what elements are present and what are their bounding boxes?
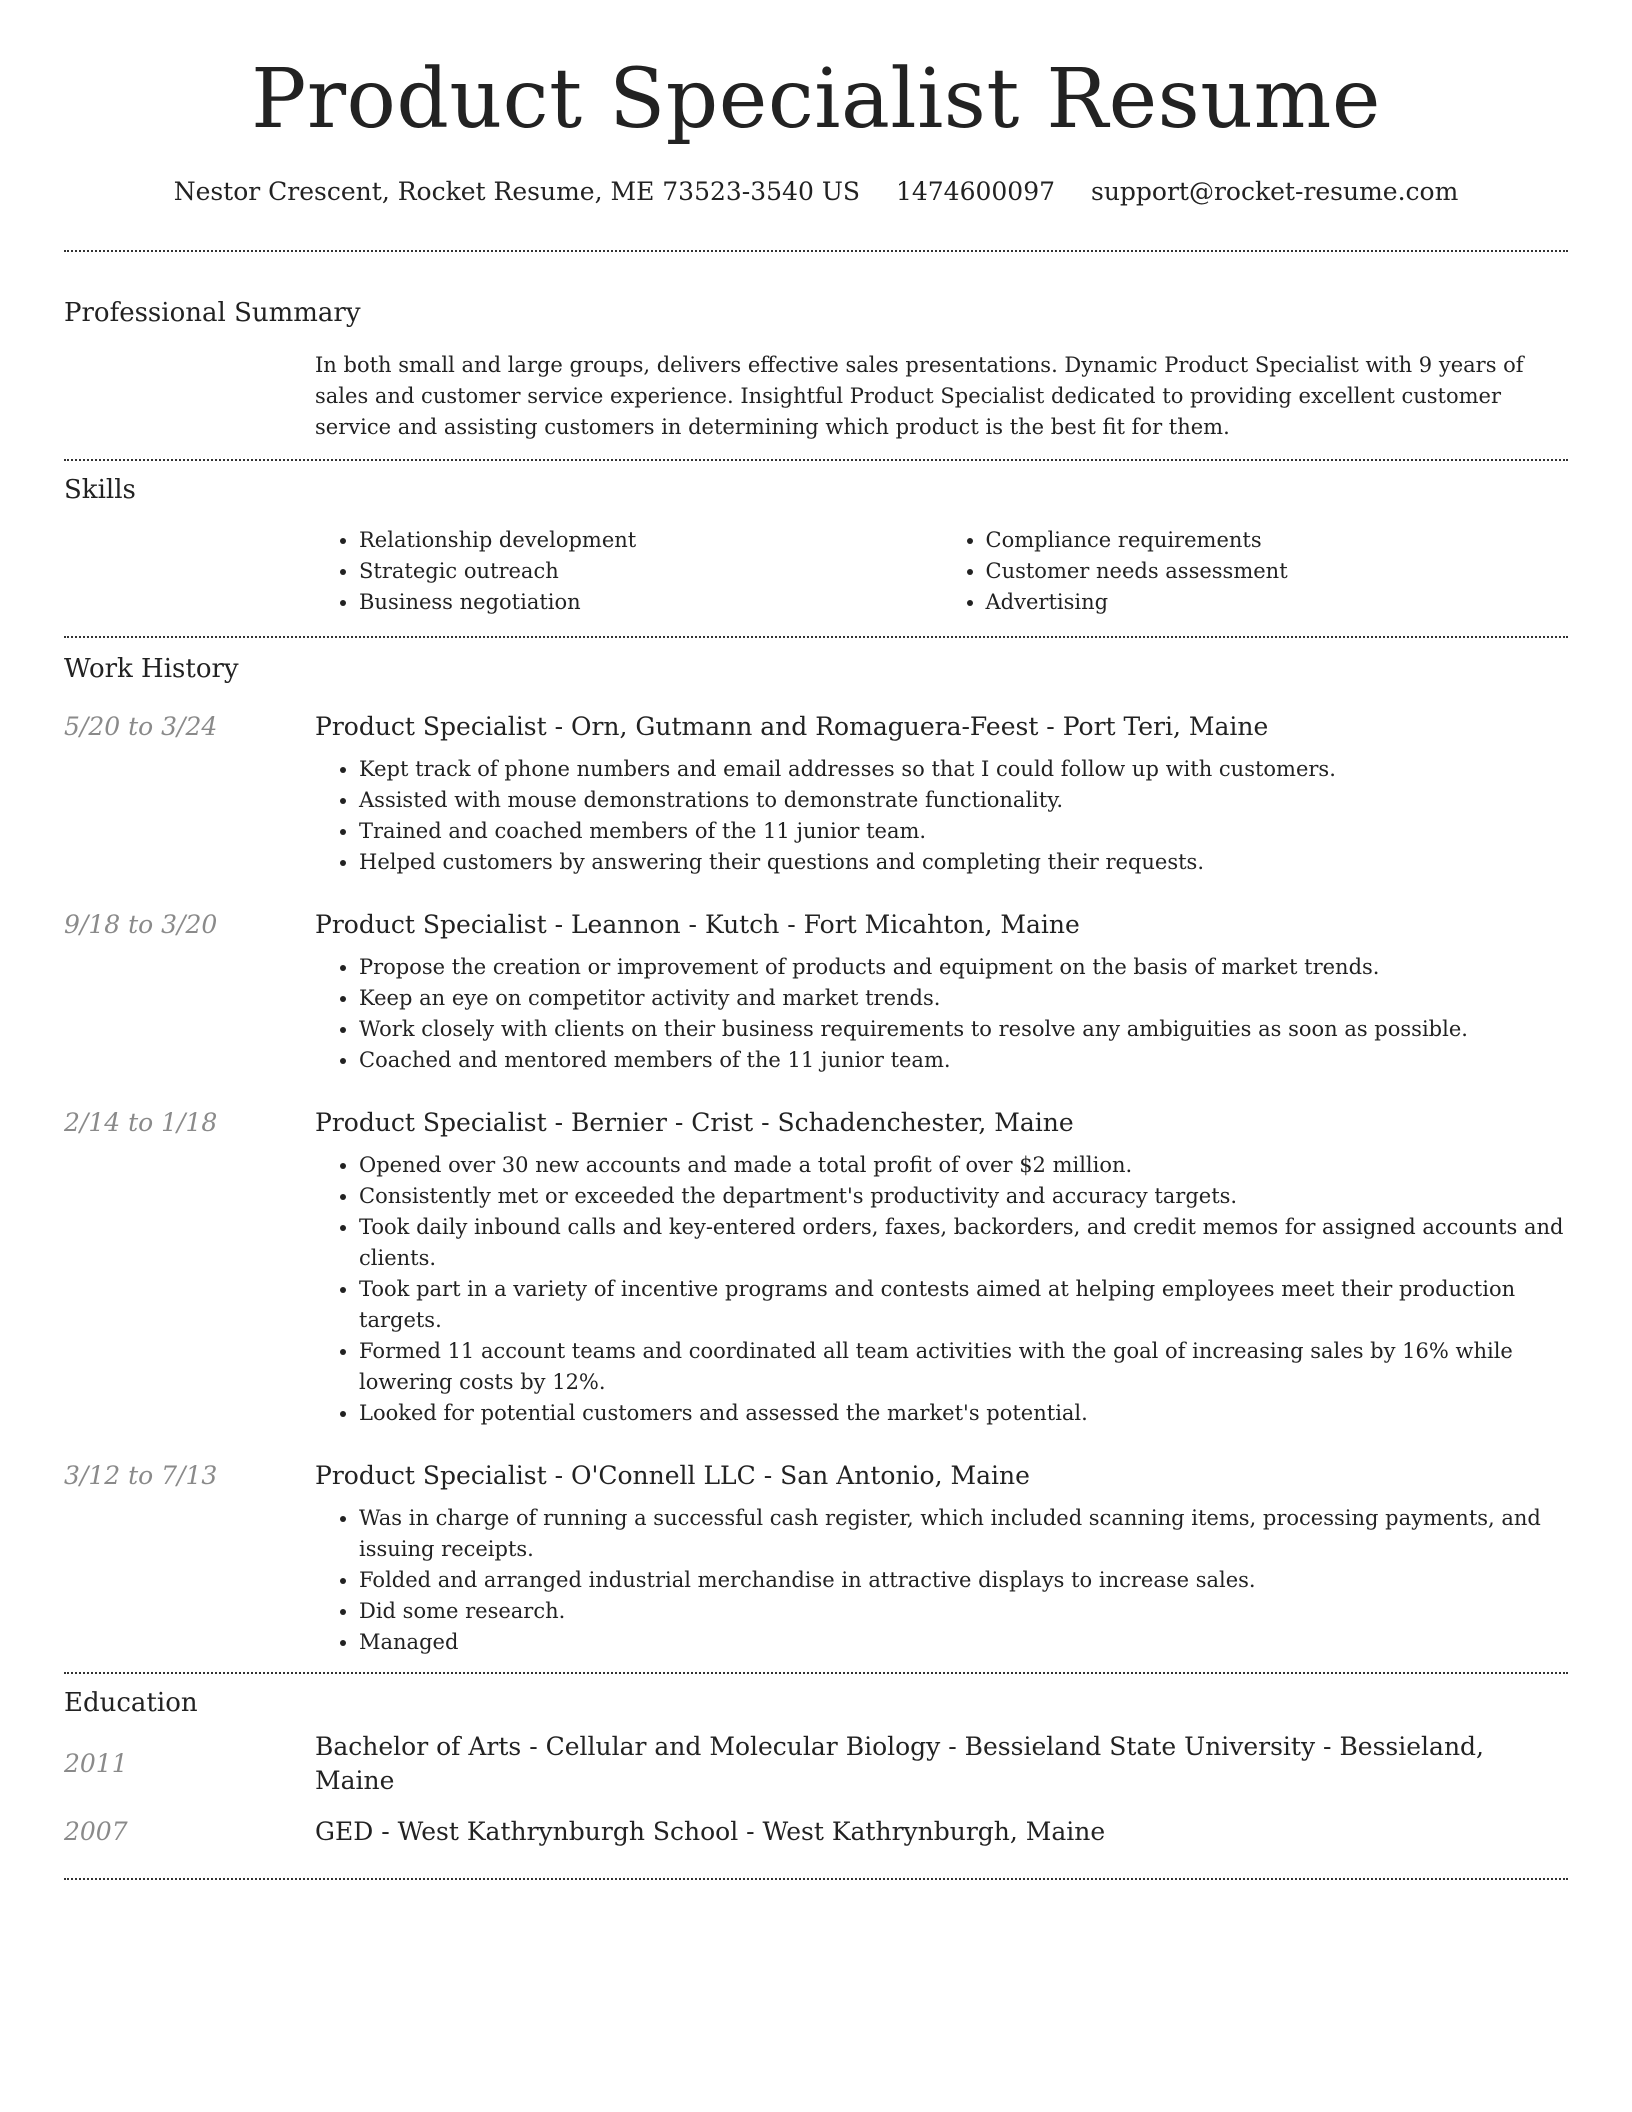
job-bullet: • Took daily inbound calls and key-entered orders, faxes, backorders, and credit memos for assigned accounts and clients. (359, 1212, 1568, 1274)
job-bullet: • Propose the creation or improvement of products and equipment on the basis of market trends. (359, 952, 1568, 983)
job-entry (64, 1106, 1568, 1429)
job-bullets (315, 1503, 1568, 1658)
job-bullet: • Trained and coached members of the 11 junior team. (359, 816, 1568, 847)
job-date: 5/20 to 3/24 (64, 712, 218, 741)
job-bullet: • Helped customers by answering their questions and completing their requests. (359, 847, 1568, 878)
skill-item: • Compliance requirements (986, 525, 1569, 556)
job-bullet: • Opened over 30 new accounts and made a total profit of over $2 million. (359, 1150, 1568, 1181)
job-bullet: • Managed (359, 1627, 1568, 1658)
job-title: Product Specialist - Orn, Gutmann and Romaguera-Feest - Port Teri, Maine (315, 712, 1269, 741)
job-entry (64, 1459, 1568, 1658)
job-bullet: • Folded and arranged industrial merchandise in attractive displays to increase sales. (359, 1565, 1568, 1596)
divider (64, 1672, 1568, 1674)
job-bullets (315, 754, 1568, 878)
skill-item: • Strategic outreach (359, 556, 942, 587)
job-bullet: • Work closely with clients on their business requirements to resolve any ambiguities as soon as possible. (359, 1014, 1568, 1045)
education-date: 2007 (64, 1817, 128, 1846)
education-section (64, 1686, 1568, 1866)
summary-section (64, 296, 1568, 443)
job-date: 9/18 to 3/20 (64, 910, 218, 939)
skill-item: • Advertising (986, 587, 1569, 618)
summary-text: In both small and large groups, delivers effective sales presentations. Dynamic Product Specialist with 9 years of sales and customer service experience. Insightful Product Specialist dedicated to providing excellent customer service and assisting customers in determining which product is the best fit for them. (315, 353, 1524, 439)
contact-email: support@rocket-resume.com (1090, 177, 1459, 206)
divider (64, 250, 1568, 252)
job-bullet: • Formed 11 account teams and coordinated all team activities with the goal of increasing sales by 16% while lowering costs by 12%. (359, 1336, 1568, 1398)
job-bullets (315, 952, 1568, 1076)
work-section (64, 652, 1568, 1658)
education-entry (64, 1798, 1568, 1866)
job-bullet: • Kept track of phone numbers and email addresses so that I could follow up with customers. (359, 754, 1568, 785)
job-entry (64, 710, 1568, 878)
contact-phone: 1474600097 (895, 177, 1056, 206)
contact-line (64, 172, 1568, 212)
job-bullet: • Took part in a variety of incentive programs and contests aimed at helping employees meet their production targets. (359, 1274, 1568, 1336)
job-bullets (315, 1150, 1568, 1429)
contact-address: Nestor Crescent, Rocket Resume, ME 73523-3540 US (173, 177, 861, 206)
skill-item: • Relationship development (359, 525, 942, 556)
skills-list-left (315, 525, 942, 618)
job-title: Product Specialist - Bernier - Crist - Schadenchester, Maine (315, 1108, 1074, 1137)
section-heading-skills: Skills (64, 475, 136, 505)
skill-item: • Customer needs assessment (986, 556, 1569, 587)
skill-item: • Business negotiation (359, 587, 942, 618)
divider (64, 636, 1568, 638)
job-bullet: • Consistently met or exceeded the department's productivity and accuracy targets. (359, 1181, 1568, 1212)
education-date: 2011 (64, 1749, 128, 1778)
job-bullet: • Looked for potential customers and assessed the market's potential. (359, 1398, 1568, 1429)
job-bullet: • Was in charge of running a successful cash register, which included scanning items, processing payments, and issuing receipts. (359, 1503, 1568, 1565)
job-bullet: • Assisted with mouse demonstrations to demonstrate functionality. (359, 785, 1568, 816)
education-entry (64, 1730, 1568, 1798)
skills-section (64, 473, 1568, 618)
job-title: Product Specialist - O'Connell LLC - San Antonio, Maine (315, 1461, 1030, 1490)
job-date: 3/12 to 7/13 (64, 1461, 218, 1490)
education-title: GED - West Kathrynburgh School - West Kathrynburgh, Maine (315, 1817, 1106, 1846)
job-title: Product Specialist - Leannon - Kutch - Fort Micahton, Maine (315, 910, 1080, 939)
job-bullet: • Coached and mentored members of the 11 junior team. (359, 1045, 1568, 1076)
resume-title: Product Specialist Resume (251, 52, 1381, 147)
job-entry (64, 908, 1568, 1076)
job-bullet: • Did some research. (359, 1596, 1568, 1627)
skills-list-right (942, 525, 1569, 618)
divider (64, 1878, 1568, 1880)
job-date: 2/14 to 1/18 (64, 1108, 218, 1137)
section-heading-summary: Professional Summary (64, 298, 361, 328)
divider (64, 459, 1568, 461)
section-heading-work: Work History (64, 654, 239, 684)
education-title: Bachelor of Arts - Cellular and Molecular Biology - Bessieland State University - Bessieland, Maine (315, 1732, 1485, 1795)
section-heading-education: Education (64, 1688, 198, 1718)
job-bullet: • Keep an eye on competitor activity and market trends. (359, 983, 1568, 1014)
